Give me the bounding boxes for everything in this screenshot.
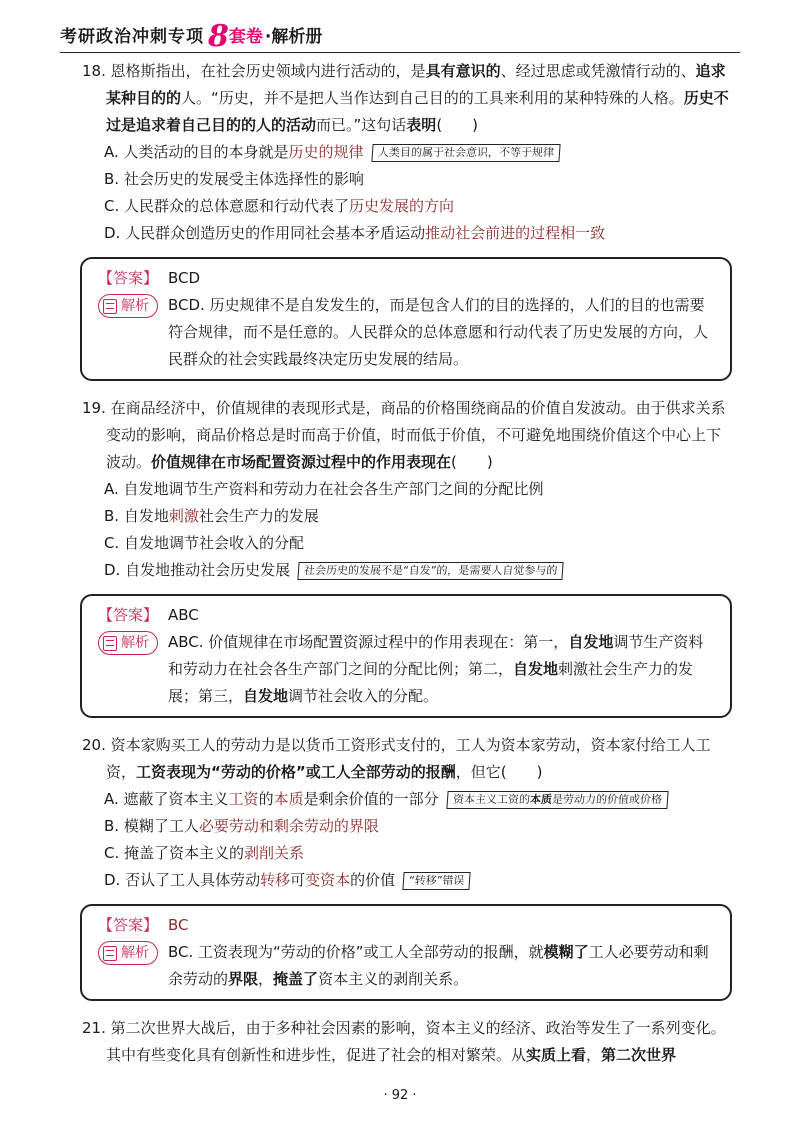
explanation-text: ABC. 价值规律在市场配置资源过程中的作用表现在：第一，自发地调节生产资料和劳动力在社会各生产部门之间的分配比例；第二，自发地刺激社会生产力的发展；第三，自发地调节社会收入的分配。 — [168, 633, 704, 705]
question-stem: 18. 恩格斯指出，在社会历史领域内进行活动的，是具有意识的、经过思虑或凭激情行动的、追求某种目的的人。“历史，并不是把人当作达到自己目的的工具来利用的某种特殊的人格。历史不过是追求着自己目的的人的活动而已。”这句话表明( ) — [82, 62, 729, 134]
option-a: A. 人类活动的目的本身就是 历史的规律 人类目的属于社会意识，不等于规律 — [82, 139, 732, 166]
page-content — [82, 58, 732, 1069]
question-stem: 20. 资本家购买工人的劳动力是以货币工资形式支付的，工人为资本家劳动，资本家付给工人工资，工资表现为“劳动的价格”或工人全部劳动的报酬，但它( ) — [82, 736, 711, 781]
header-suffix: 套卷 — [228, 27, 263, 47]
handwritten-note: 社会历史的发展不是“自发”的，是需要人自觉参与的 — [297, 562, 564, 580]
handwritten-note: 人类目的属于社会意识，不等于规律 — [371, 144, 560, 162]
explanation-text: BCD. 历史规律不是自发发生的，而是包含人们的目的选择的，人们的目的也需要符合规律，而不是任意的。人民群众的总体意愿和行动代表了历史发展的方向，人民群众的社会实践最终决定历史发展的结局。 — [168, 296, 709, 368]
explanation-label: 解析 — [98, 941, 158, 965]
question-stem: 21. 第二次世界大战后，由于多种社会因素的影响，资本主义的经济、政治等发生了一系列变化。其中有些变化具有创新性和进步性，促进了社会的相对繁荣。从实质上看，第二次世界 — [82, 1019, 726, 1064]
header-section: ·解析册 — [264, 27, 323, 47]
option-a: A. 自发地调节生产资料和劳动力在社会各生产部门之间的分配比例 — [104, 480, 544, 498]
answer-box — [80, 904, 732, 1001]
answer-label: 【答案】 — [98, 606, 159, 624]
document-icon — [103, 636, 117, 651]
handwritten-note: “转移”错误 — [403, 872, 472, 890]
option-c: C. 人民群众的总体意愿和行动代表了 历史发展的方向 — [104, 197, 455, 215]
explanation-text: BC. 工资表现为“劳动的价格”或工人全部劳动的报酬，就模糊了工人必要劳动和剩余劳动的界限，掩盖了资本主义的剥削关系。 — [168, 943, 709, 988]
explanation-label: 解析 — [98, 294, 158, 318]
answer-value: BC — [168, 916, 189, 934]
question-21 — [82, 1015, 732, 1069]
page-number: · 92 · — [383, 1088, 417, 1103]
answer-value: ABC — [168, 606, 199, 624]
question-19 — [82, 395, 732, 718]
answer-label: 【答案】 — [98, 269, 159, 287]
handwritten-note: 资本主义工资的本质是劳动力的价值或价格 — [446, 791, 668, 809]
option-b: B. 社会历史的发展受主体选择性的影响 — [104, 170, 364, 188]
option-b: B. 模糊了工人 必要劳动和剩余劳动的界限 — [104, 817, 379, 835]
explanation-label: 解析 — [98, 631, 158, 655]
page-header — [60, 18, 740, 53]
option-a: A. 遮蔽了资本主义 工资 的 本质 是剩余价值的一部分 资本主义工资的本质是劳动力的价值或价格 — [82, 786, 732, 813]
question-20 — [82, 732, 732, 1001]
answer-box — [80, 594, 732, 718]
option-c: C. 自发地调节社会收入的分配 — [104, 534, 305, 552]
question-18 — [82, 58, 732, 381]
header-number: 8 — [208, 19, 229, 54]
option-c: C. 掩盖了资本主义的 剥削关系 — [104, 844, 305, 862]
document-icon — [103, 946, 117, 961]
question-stem: 19. 在商品经济中，价值规律的表现形式是，商品的价格围绕商品的价值自发波动。由于供求关系变动的影响，商品价格总是时而高于价值，时而低于价值，不可避免地围绕价值这个中心上下波动。价值规律在市场配置资源过程中的作用表现在( ) — [82, 399, 726, 471]
answer-value: BCD — [168, 269, 201, 287]
document-icon — [103, 299, 117, 314]
answer-label: 【答案】 — [98, 916, 159, 934]
option-b: B. 自发地 刺激 社会生产力的发展 — [104, 507, 319, 525]
option-d: D. 自发地推动社会历史发展 社会历史的发展不是“自发”的，是需要人自觉参与的 — [82, 557, 732, 584]
header-title: 考研政治冲刺专项 — [60, 27, 204, 47]
answer-box — [80, 257, 732, 381]
option-d: D. 否认了工人具体劳动 转移 可 变资本 的价值 “转移”错误 — [82, 867, 732, 894]
option-d: D. 人民群众创造历史的作用同社会基本矛盾运动 推动社会前进的过程相一致 — [104, 224, 606, 242]
